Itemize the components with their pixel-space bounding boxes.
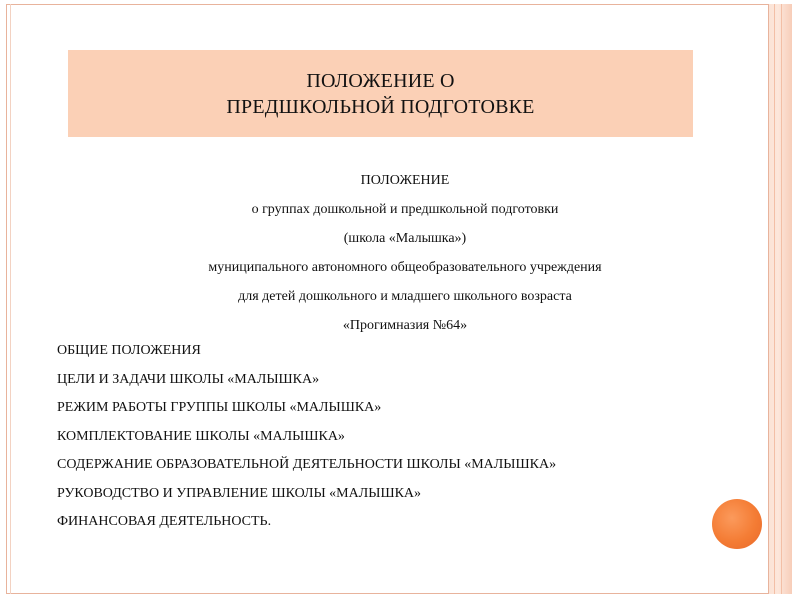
strip-line — [774, 4, 775, 594]
section-item: ОБЩИЕ ПОЛОЖЕНИЯ — [57, 343, 201, 358]
left-border-line — [10, 4, 11, 594]
strip-line — [781, 4, 782, 594]
right-decorative-strip — [768, 4, 792, 594]
title-line-1: ПОЛОЖЕНИЕ О — [306, 69, 455, 92]
intro-line: муниципального автономного общеобразовательного учреждения — [208, 260, 602, 275]
intro-line: для детей дошкольного и младшего школьного возраста — [238, 289, 572, 304]
slide-title — [68, 50, 693, 137]
section-list — [57, 337, 757, 537]
intro-line: «Прогимназия №64» — [342, 318, 468, 333]
intro-line: о группах дошкольной и предшкольной подготовки — [251, 202, 559, 217]
section-item: РЕЖИМ РАБОТЫ ГРУППЫ ШКОЛЫ «МАЛЫШКА» — [57, 400, 382, 415]
section-item: РУКОВОДСТВО И УПРАВЛЕНИЕ ШКОЛЫ «МАЛЫШКА» — [57, 485, 422, 501]
intro-line: (школа «Малышка») — [343, 231, 467, 246]
section-item: ЦЕЛИ И ЗАДАЧИ ШКОЛЫ «МАЛЫШКА» — [57, 371, 320, 387]
section-item: СОДЕРЖАНИЕ ОБРАЗОВАТЕЛЬНОЙ ДЕЯТЕЛЬНОСТИ ШКОЛЫ «МАЛЫШКА» — [57, 457, 557, 472]
intro-block — [100, 166, 710, 340]
section-item: КОМПЛЕКТОВАНИЕ ШКОЛЫ «МАЛЫШКА» — [57, 428, 345, 444]
intro-line: ПОЛОЖЕНИЕ — [360, 173, 450, 188]
orange-circle-decoration — [712, 499, 762, 549]
title-line-2: ПРЕДШКОЛЬНОЙ ПОДГОТОВКЕ — [226, 95, 535, 118]
section-item: ФИНАНСОВАЯ ДЕЯТЕЛЬНОСТЬ. — [57, 514, 272, 529]
